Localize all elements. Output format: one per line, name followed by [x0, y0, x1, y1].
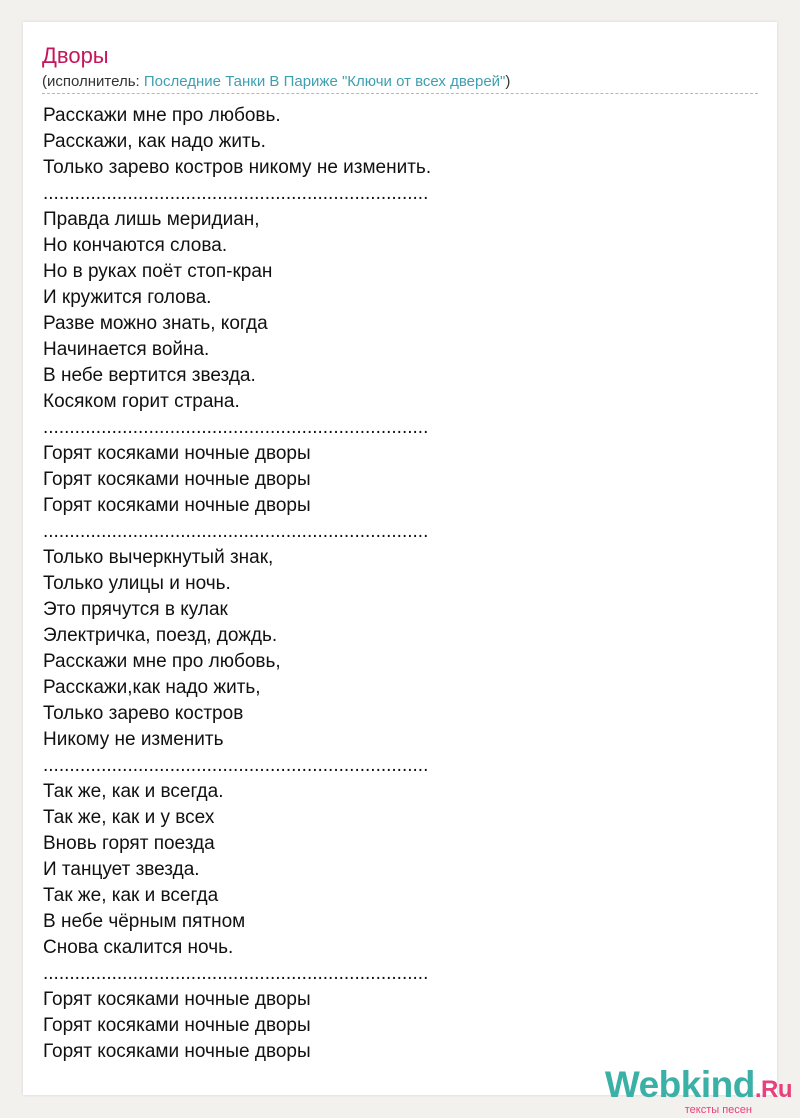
lyric-line: Косяком горит страна. — [43, 391, 240, 412]
lyric-line: Только улицы и ночь. — [43, 573, 231, 594]
lyric-line: Это прячутся в кулак — [43, 599, 228, 620]
lyric-line: В небе вертится звезда. — [43, 365, 256, 386]
lyric-line: Так же, как и всегда — [43, 885, 219, 906]
lyric-line: Расскажи мне про любовь. — [43, 105, 281, 126]
lyric-line: ......................................................................... — [43, 183, 429, 204]
lyric-line: Горят косяками ночные дворы — [43, 989, 311, 1010]
lyric-line: Но кончаются слова. — [43, 235, 228, 256]
lyric-line: Начинается война. — [43, 339, 210, 360]
lyric-line: ......................................................................... — [43, 755, 429, 776]
lyric-line: ......................................................................... — [43, 521, 429, 542]
lyric-line: Расскажи, как надо жить. — [43, 131, 266, 152]
lyric-line: Только вычеркнутый знак, — [43, 547, 274, 568]
lyric-line: Горят косяками ночные дворы — [43, 1041, 311, 1062]
lyric-line: Так же, как и у всех — [43, 807, 215, 828]
site-logo[interactable] — [605, 1065, 792, 1116]
logo-tld: .Ru — [754, 1076, 792, 1103]
lyric-line: Горят косяками ночные дворы — [43, 495, 311, 516]
lyric-line: Только зарево костров никому не изменить. — [43, 157, 432, 178]
lyric-line: Но в руках поёт стоп-кран — [43, 261, 273, 282]
lyric-line: ......................................................................... — [43, 417, 429, 438]
lyric-line: И танцует звезда. — [43, 859, 200, 880]
lyric-line: Разве можно знать, когда — [43, 313, 268, 334]
header-divider — [42, 93, 758, 94]
lyric-line: Вновь горят поезда — [43, 833, 215, 854]
lyric-line: В небе чёрным пятном — [43, 911, 246, 932]
lyric-line: И кружится голова. — [43, 287, 212, 308]
lyric-line: Горят косяками ночные дворы — [43, 1015, 311, 1036]
lyric-line: Электричка, поезд, дождь. — [43, 625, 278, 646]
lyric-line: Горят косяками ночные дворы — [43, 443, 311, 464]
lyric-line: Снова скалится ночь. — [43, 937, 234, 958]
lyrics-body — [43, 103, 431, 1065]
lyrics-card — [23, 22, 777, 1095]
meta-prefix: (исполнитель: — [42, 73, 144, 90]
lyric-line: Никому не изменить — [43, 729, 224, 750]
artist-album-link[interactable]: Последние Танки В Париже "Ключи от всех дверей" — [143, 73, 506, 90]
song-meta — [42, 73, 510, 91]
lyric-line: Расскажи,как надо жить, — [43, 677, 261, 698]
lyric-line: Так же, как и всегда. — [43, 781, 224, 802]
lyric-line: Правда лишь меридиан, — [43, 209, 260, 230]
lyric-line: Горят косяками ночные дворы — [43, 469, 311, 490]
logo-main-text: Webkind — [604, 1064, 755, 1105]
logo-tagline: тексты песен — [684, 1104, 752, 1116]
song-title: Дворы — [42, 43, 109, 68]
lyric-line: Расскажи мне про любовь, — [43, 651, 281, 672]
lyric-line: ......................................................................... — [43, 963, 429, 984]
lyric-line: Только зарево костров — [43, 703, 244, 724]
meta-suffix: ) — [505, 73, 511, 90]
